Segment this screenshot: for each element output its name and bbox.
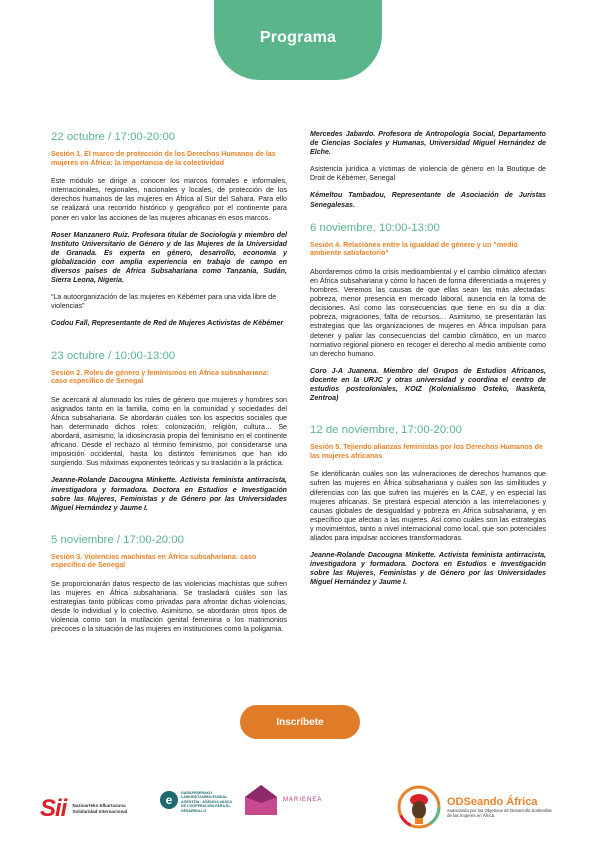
register-button-label: Inscríbete <box>276 716 324 728</box>
odseando-africa-logo <box>397 785 555 829</box>
session-1-body: Este módulo se dirige a conocer los marcos formales e informales, internacionales, regionales, nacionales y locales, de protección de los derechos humanos de las mujeres en África al Sur del Sahara. Para ello se realizará una recorrido histórico y geográfico por el continente para poner en valor las acciones de las mujeres africanas en esos marcos. <box>51 177 287 222</box>
session-5-date: 12 de noviembre, 17:00-20:00 <box>310 424 462 437</box>
session-5-title: Sesión 5. Tejiendo alianzas feministas por los Derechos Humanos de las mujeres africanas <box>310 443 543 460</box>
sii-logo-mark: Sii <box>40 795 67 822</box>
session-4-body: Abordaremos cómo la crisis medioambiental y el cambio climático afectan en África subsahariana y cómo lo hacen de forma diferenciada a mujeres y hombres. Veremos las causas de que ellas sean las más afectadas: pobreza, menor presencia en mercado laboral, ausencia en la toma de decisiones. Así como las consecuencias que tiene en su día a día: pobreza, migraciones, falta de recursos… Asimismo, se presentarán las estrategias que las organizaciones de mujeres en África impulsan para detener y paliar las consecuencias del cambio climático, en un marco normativo regional pionero en recoger el derecho al medio ambiente como un derecho humano. <box>310 267 546 358</box>
elankidetza-logo-text: GARAPENERAKO LANKIDETZAREN EUSKAL AGENTZIA · AGENCIA VASCA DE COOPERACIÓN PARA EL DESARROLLO <box>181 791 232 813</box>
session-1-date: 22 octubre / 17:00-20:00 <box>51 131 176 143</box>
session-2-speaker: Jeanne-Rolande Dacougna Minkette. Activista feminista antirracista, investigadora y formadora. Doctora en Estudios e Investigación sobre las Mujeres, Feministas y de Género por las Universidades Miguel Hernández y Jaume I. <box>51 476 287 512</box>
marienea-logo-text: MARIENEA <box>283 797 323 803</box>
session-4-title: Sesión 4. Relaciones entre la igualdad de género y un “medio ambiente satisfactorio” <box>310 240 518 258</box>
marienea-logo <box>243 783 322 817</box>
session-2-title: Sesión 2. Roles de género y feminismos en África subsahariana: caso específico de Senegal <box>51 368 270 386</box>
session-3-body: Se proporcionarán datos respecto de las violencias machistas que sufren las mujeres en África subsahariana. Se trasladará cuáles son las estrategias tanto públicas como privadas para afrontar dichas violencias, desde lo individual y lo colectivo. Asimismo, se abordarán otros tipos de violencia como son la mutilación genital femenina o los matrimonios precoces o la situación de las mujeres en instituciones como la poligamia. <box>51 580 287 634</box>
session-3-body-2: Asistencia jurídica a víctimas de violencia de género en la Boutique de Droit de Kébémer, Senegal <box>310 165 546 183</box>
session-3-speaker: Mercedes Jabardo. Profesora de Antropología Social, Departamento de Ciencias Sociales y Humanas, Universidad Miguel Hernández de Elche. <box>310 130 546 157</box>
page-title: Programa <box>259 29 337 46</box>
session-3-date: 5 noviembre / 17:00-20:00 <box>51 533 184 546</box>
register-button[interactable] <box>240 705 360 739</box>
ods-logo-title: ODSeando África <box>447 795 538 808</box>
left-column <box>51 131 287 643</box>
session-2-date: 23 octubre / 10:00-13:00 <box>51 349 176 362</box>
session-4-speaker: Coro J-A Juanena. Miembro del Grupos de Estudios Africanos, docente en la URJC y otras universidad y coordina el centro de estudios postcoloniales, KOIZ (Kolonialismo Osteko, Ikasketa, Zentroa) <box>310 366 546 403</box>
session-4-date: 6 noviembre, 10:00-13:00 <box>310 221 440 234</box>
header-tab <box>214 0 382 80</box>
right-column <box>310 130 546 595</box>
session-1-title: Sesión 1. El marco de protección de los Derechos Humanos de las mujeres en África: la importancia de la colectividad <box>51 150 276 167</box>
session-5-speaker: Jeanne-Rolande Dacougna Minkette. Activista feminista antirracista, investigadora y formadora. Doctora en Estudios e Investigación sobre las Mujeres, Feministas y de Género por las Universidades Miguel Hernández y Jaume I. <box>310 551 546 587</box>
session-5-body: Se identificarán cuáles son las vulneraciones de derechos humanos que sufren las mujeres en África subsahariana y cuáles son las similitudes y diferencias con las que sufren las mujeres en la CAE, y en especial las mujeres africanas. Se prestará especial atención a las interrelaciones y causas globales de desigualdad y pobreza en África subsahariana, y en específico que afectan a las mujeres. Así como cuáles son las estrategias y movimientos, tanto a nivel internacional como local, que son potenciales aliados para impulsar acciones transformadoras. <box>310 470 546 542</box>
marienea-house-icon <box>243 783 279 817</box>
session-3-title: Sesión 3. Violencias machistas en África subsahariana: caso específico de Senegal <box>51 552 257 570</box>
session-2-body: Se acercará al alumnado los roles de género que mujeres y hombres son asignados tanto en la familia, como en la comunidad y sociedades del África subsahariana. Se abordarán cuáles son los aspectos sociales que han determinado dichos roles: colonización, religión, cultura… Se abordará, asimismo, la idiosincrasia propia del feminismo en el continente africano. Desde el rechazo al término feminismo, por considerarse una imposición occidental, hasta los distintos feminismos que han ido surgiendo. Sus máximas exponentes teóricas y su traslación a la práctica. <box>51 395 287 468</box>
session-1-speaker: Roser Manzanero Ruiz. Profesora titular de Sociología y miembro del Instituto Universitario de Género y de las Mujeres de la Universidad de Granada. Es experta en género, desarrollo, economía y globalización con amplia experiencia en trabajo de campo en diversos países de África Subsahariana como Tanzania, Sudán, Sierra Leona, Nigeria. <box>51 230 287 285</box>
sponsor-logos <box>0 775 596 835</box>
ods-logo-subtitle: Avanzando por los Objetivos de Desarrollo Sostenible de las mujeres en África <box>447 807 552 818</box>
session-1-speaker-2: Codou Fall, Representante de Red de Mujeres Activistas de Kébémer <box>51 319 284 328</box>
african-woman-icon <box>397 785 441 829</box>
elankidetza-icon: e <box>160 791 178 809</box>
elankidetza-logo <box>160 791 233 813</box>
session-3-speaker-2: Kémeltou Tambadou, Representante de Asociación de Juristas Senegalesas. <box>310 191 546 209</box>
sii-logo <box>40 795 128 823</box>
session-1-quote: “La autoorganización de las mujeres en Kébémer para una vida libre de violencias” <box>51 293 277 311</box>
sii-logo-text: Nazioarteko Elkartasuna Solidaridad Internacional <box>72 803 128 814</box>
